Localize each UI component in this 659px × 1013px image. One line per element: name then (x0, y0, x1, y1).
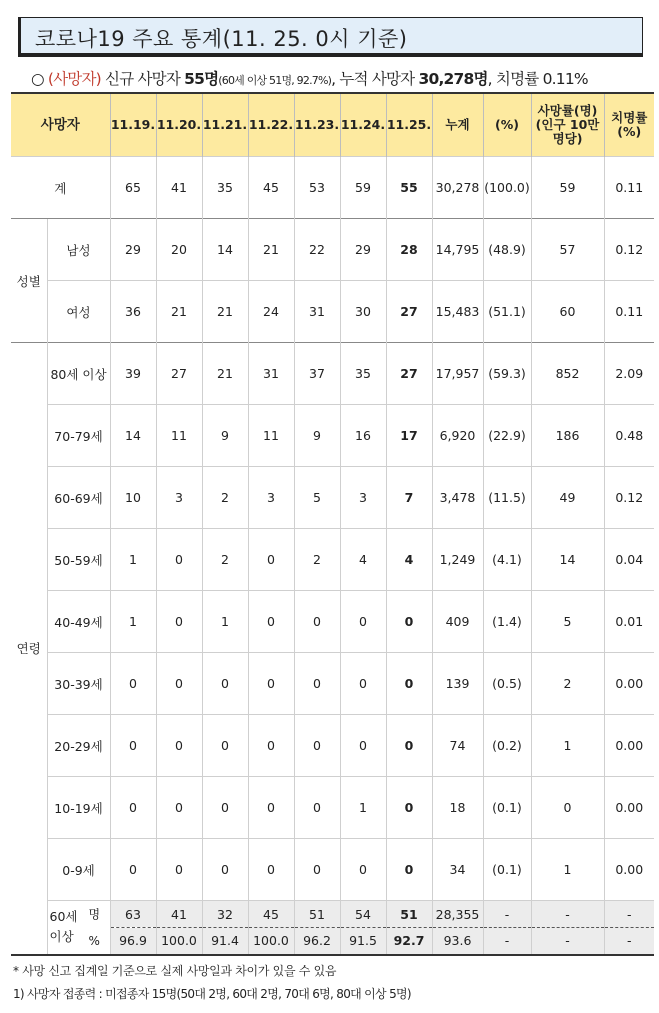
table-cell: 0 (156, 653, 202, 715)
row-label: 0-9세 (47, 839, 110, 901)
table-row (11, 281, 654, 343)
table-cell: 45 (248, 157, 294, 219)
table-row (11, 653, 654, 715)
header-cell: 11.22. (248, 93, 294, 157)
table-cell: 5 (531, 591, 604, 653)
table-cell: (0.2) (483, 715, 531, 777)
unit-label: 명 (88, 907, 101, 922)
footnote-2: 1) 사망자 접종력 : 미접종자 15명(50대 2명, 60대 2명, 70대 6명, 80대 이상 5명) (13, 987, 411, 1001)
header-cell: 누계 (432, 93, 483, 157)
table-cell: 14 (202, 219, 248, 281)
table-cell: 22 (294, 219, 340, 281)
table-cell: 0.12 (604, 219, 654, 281)
row-label: 40-49세 (47, 591, 110, 653)
table-cell: 21 (248, 219, 294, 281)
table-cell: - (483, 928, 531, 955)
table-cell: (48.9) (483, 219, 531, 281)
table-cell: 0 (340, 715, 386, 777)
table-cell: 53 (294, 157, 340, 219)
table-cell: 0 (156, 529, 202, 591)
table-cell: 0 (202, 715, 248, 777)
table-cell: 37 (294, 343, 340, 405)
table-cell: 32 (202, 901, 248, 928)
table-cell: 0 (202, 777, 248, 839)
table-row (11, 715, 654, 777)
table-cell: 0 (294, 715, 340, 777)
table-cell: 2 (531, 653, 604, 715)
table-cell: 21 (202, 281, 248, 343)
summary-part2: , 누적 사망자 (331, 70, 419, 88)
table-cell: 0.11 (604, 281, 654, 343)
table-cell: 6,920 (432, 405, 483, 467)
row-label: 여성 (47, 281, 110, 343)
header-row (11, 93, 654, 157)
table-cell: 1 (110, 591, 156, 653)
table-row (11, 777, 654, 839)
table-cell: (0.5) (483, 653, 531, 715)
header-cell: 사망자 (11, 93, 110, 157)
table-cell: 0 (340, 653, 386, 715)
table-cell: 5 (294, 467, 340, 529)
table-row (11, 591, 654, 653)
table-cell: 9 (202, 405, 248, 467)
row-label: 70-79세 (47, 405, 110, 467)
table-row (11, 343, 654, 405)
page-title: 코로나19 주요 통계(11. 25. 0시 기준) (35, 27, 408, 51)
table-cell: 14 (110, 405, 156, 467)
table-cell: 0 (110, 777, 156, 839)
table-cell: 57 (531, 219, 604, 281)
table-cell: 14 (531, 529, 604, 591)
table-cell: 100.0 (248, 928, 294, 955)
row-label: 계 (11, 157, 110, 219)
table-cell: 16 (340, 405, 386, 467)
table-cell: 0 (248, 591, 294, 653)
table-cell: 96.9 % (110, 928, 156, 955)
table-cell: 0.00 (604, 653, 654, 715)
table-cell: 24 (248, 281, 294, 343)
table-cell: 59 (340, 157, 386, 219)
table-cell: 2 (202, 529, 248, 591)
table-cell: 1 (110, 529, 156, 591)
table-cell: 36 (110, 281, 156, 343)
header-cell: 11.20. (156, 93, 202, 157)
table-cell: 11 (248, 405, 294, 467)
table-cell: 0 (110, 715, 156, 777)
table-cell: 0 (294, 653, 340, 715)
row-label: 남성 (47, 219, 110, 281)
table-cell: 3 (340, 467, 386, 529)
new-deaths: 55명 (184, 70, 219, 88)
over60-row (11, 901, 654, 928)
table-cell: 18 (432, 777, 483, 839)
table-cell: - (483, 901, 531, 928)
table-cell: (4.1) (483, 529, 531, 591)
table-row (11, 219, 654, 281)
row-label: 20-29세 (47, 715, 110, 777)
table-cell: 0 (294, 839, 340, 901)
table-cell: 0 (156, 591, 202, 653)
table-cell: 1,249 (432, 529, 483, 591)
table-cell: 852 (531, 343, 604, 405)
table-cell: 0 (156, 777, 202, 839)
table-cell: 3 (248, 467, 294, 529)
table-cell: 35 (202, 157, 248, 219)
table-cell: - (531, 928, 604, 955)
row-label: 10-19세 (47, 777, 110, 839)
table-cell: 0.12 (604, 467, 654, 529)
row-label: 30-39세 (47, 653, 110, 715)
table-cell: 30 (340, 281, 386, 343)
table-cell: 34 (432, 839, 483, 901)
table-cell: (0.1) (483, 777, 531, 839)
table-cell: 27 (386, 343, 432, 405)
table-cell: 0 (248, 715, 294, 777)
table-cell: 1 (340, 777, 386, 839)
table-cell: 65 (110, 157, 156, 219)
summary-part3: , 치명률 0.11% (487, 70, 588, 88)
table-cell: 29 (110, 219, 156, 281)
table-cell: 93.6 (432, 928, 483, 955)
table-cell: 92.7 (386, 928, 432, 955)
unit-label: % (88, 933, 100, 948)
group-label-sex: 성별 (11, 219, 47, 343)
table-cell: 30,278 (432, 157, 483, 219)
table-cell: 1 (531, 715, 604, 777)
table-cell: 20 (156, 219, 202, 281)
table-cell: (22.9) (483, 405, 531, 467)
table-cell: 0 (110, 839, 156, 901)
table-cell: 0 (386, 591, 432, 653)
summary-line (31, 67, 588, 89)
table-cell: 0 (156, 839, 202, 901)
cumulative-deaths: 30,278명 (418, 70, 488, 88)
row-label: 50-59세 (47, 529, 110, 591)
table-cell: 0 (340, 591, 386, 653)
table-cell: 17,957 (432, 343, 483, 405)
table-cell: 4 (340, 529, 386, 591)
table-cell: 0.11 (604, 157, 654, 219)
table-cell: 17 (386, 405, 432, 467)
header-cell: (%) (483, 93, 531, 157)
table-cell: - (531, 901, 604, 928)
table-cell: 0.48 (604, 405, 654, 467)
header-cell: 치명률 (%) (604, 93, 654, 157)
table-cell: 0 (248, 777, 294, 839)
bullet: ○ (31, 70, 44, 88)
table-cell: 0 (248, 653, 294, 715)
header-cell: 11.21. (202, 93, 248, 157)
table-cell: 10 (110, 467, 156, 529)
table-row (11, 839, 654, 901)
table-cell: 9 (294, 405, 340, 467)
table-cell: 100.0 (156, 928, 202, 955)
table-cell: 54 (340, 901, 386, 928)
table-cell: 3 (156, 467, 202, 529)
table-cell: 59 (531, 157, 604, 219)
row-label: 60-69세 (47, 467, 110, 529)
table-cell: 0 (340, 839, 386, 901)
table-cell: 27 (386, 281, 432, 343)
table-cell: 15,483 (432, 281, 483, 343)
table-row (11, 405, 654, 467)
table-cell: 14,795 (432, 219, 483, 281)
table-cell: 2.09 (604, 343, 654, 405)
table-cell: 27 (156, 343, 202, 405)
table-cell: 0 (248, 529, 294, 591)
table-cell: 28 (386, 219, 432, 281)
title-box (18, 17, 643, 57)
table-cell: 1 (531, 839, 604, 901)
summary-part1: 신규 사망자 (100, 70, 185, 88)
table-cell: 2 (202, 467, 248, 529)
table-cell: 63 명 (110, 901, 156, 928)
table-cell: 41 (156, 901, 202, 928)
row-label: 80세 이상 (47, 343, 110, 405)
header-cell: 11.23. (294, 93, 340, 157)
table-cell: 29 (340, 219, 386, 281)
table-cell: 0.00 (604, 715, 654, 777)
over60-label (47, 901, 110, 955)
summary-prefix: (사망자) (47, 70, 101, 88)
table-cell: 31 (294, 281, 340, 343)
table-cell: 41 (156, 157, 202, 219)
table-cell: (1.4) (483, 591, 531, 653)
table-row (11, 529, 654, 591)
header-cell: 사망률(명) (인구 10만명당) (531, 93, 604, 157)
table-cell: (0.1) (483, 839, 531, 901)
table-cell: 91.5 (340, 928, 386, 955)
table-cell: 0.00 (604, 777, 654, 839)
group-label-age: 연령 (11, 343, 47, 955)
header-cell: 11.19. (110, 93, 156, 157)
table-cell: 186 (531, 405, 604, 467)
header-cell: 11.25. (386, 93, 432, 157)
table-cell: 49 (531, 467, 604, 529)
table-cell: 74 (432, 715, 483, 777)
table-cell: (11.5) (483, 467, 531, 529)
summary-paren: (60세 이상 51명, 92.7%) (218, 74, 332, 87)
table-cell: 51 (386, 901, 432, 928)
table-cell: 0 (202, 653, 248, 715)
table-row (11, 467, 654, 529)
table-cell: (51.1) (483, 281, 531, 343)
table-cell: 0 (248, 839, 294, 901)
table-cell: 31 (248, 343, 294, 405)
table-cell: (59.3) (483, 343, 531, 405)
table-cell: 3,478 (432, 467, 483, 529)
table-cell: 0 (386, 839, 432, 901)
table-cell: 0 (386, 715, 432, 777)
table-cell: 11 (156, 405, 202, 467)
table-cell: 21 (156, 281, 202, 343)
table-cell: 409 (432, 591, 483, 653)
table-cell: 0 (110, 653, 156, 715)
table-cell: - (604, 901, 654, 928)
header-cell: 11.24. (340, 93, 386, 157)
table-cell: 39 (110, 343, 156, 405)
table-cell: 45 (248, 901, 294, 928)
table-cell: 0 (294, 591, 340, 653)
table-cell: 0 (156, 715, 202, 777)
deaths-table (11, 92, 654, 956)
table-cell: (100.0) (483, 157, 531, 219)
table-cell: 4 (386, 529, 432, 591)
table-cell: 139 (432, 653, 483, 715)
table-cell: 0.01 (604, 591, 654, 653)
table-cell: 0 (294, 777, 340, 839)
table-cell: 7 (386, 467, 432, 529)
footnote-1: * 사망 신고 집계일 기준으로 실제 사망일과 차이가 있을 수 있음 (13, 964, 337, 978)
table-cell: 1 (202, 591, 248, 653)
table-cell: 55 (386, 157, 432, 219)
table-cell: 0.04 (604, 529, 654, 591)
table-cell: 51 (294, 901, 340, 928)
table-cell: 28,355 (432, 901, 483, 928)
table-cell: 0.00 (604, 839, 654, 901)
table-cell: 0 (531, 777, 604, 839)
table-cell: 60 (531, 281, 604, 343)
table-cell: 0 (386, 653, 432, 715)
table-cell: - (604, 928, 654, 955)
table-cell: 91.4 (202, 928, 248, 955)
table-cell: 2 (294, 529, 340, 591)
table-body (11, 157, 654, 955)
table-cell: 21 (202, 343, 248, 405)
table-row (11, 157, 654, 219)
table-cell: 96.2 (294, 928, 340, 955)
over60-label-text: 60세 이상 (49, 909, 78, 945)
table-cell: 35 (340, 343, 386, 405)
table-cell: 0 (386, 777, 432, 839)
table-cell: 0 (202, 839, 248, 901)
